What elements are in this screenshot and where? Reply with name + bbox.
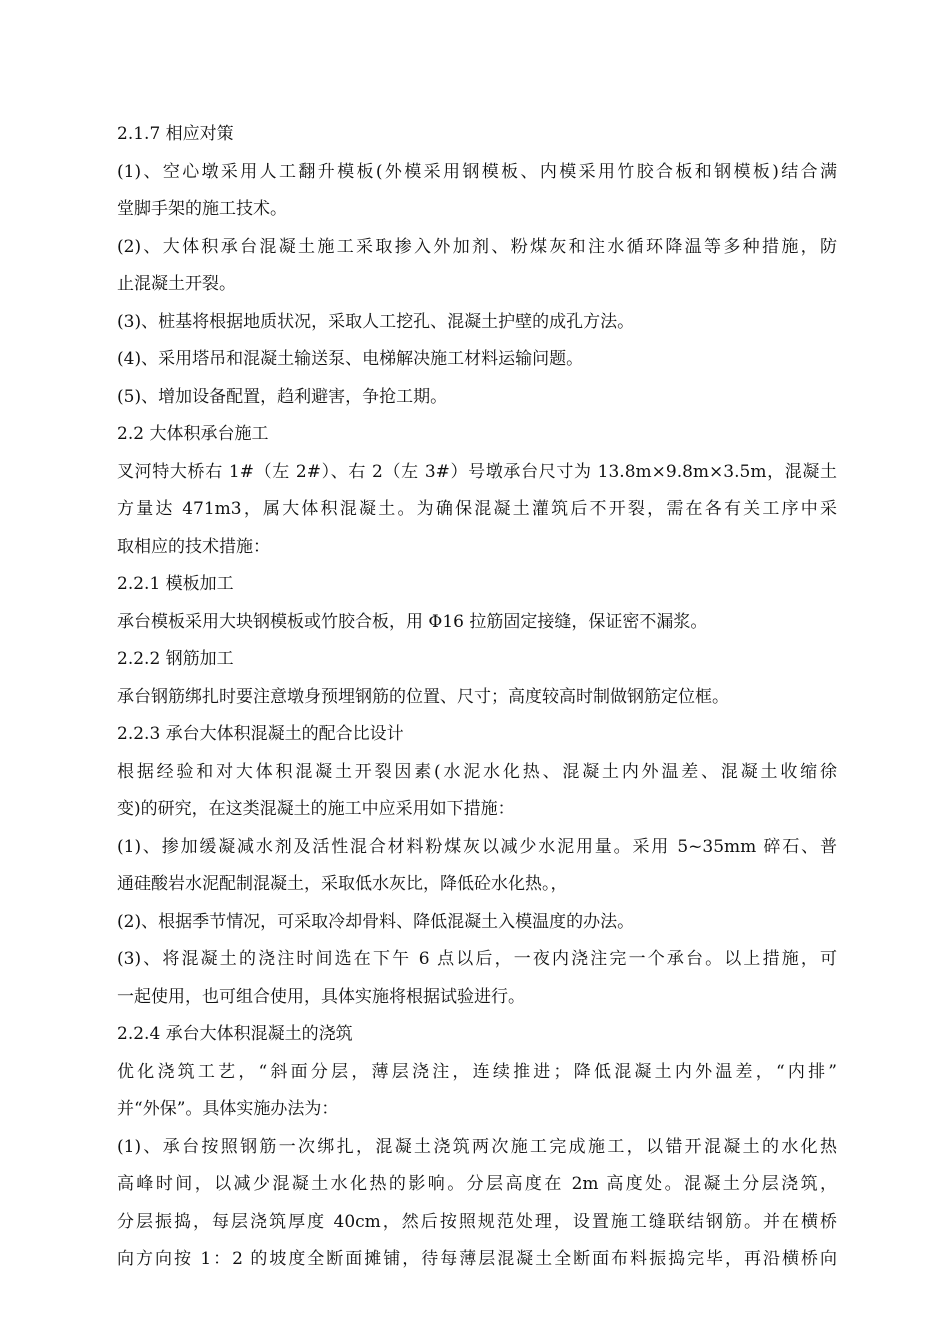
paragraph-line: (2)、根据季节情况，可采取冷却骨料、降低混凝土入模温度的办法。 [117,911,635,932]
section-heading: 2.2.3 承台大体积混凝土的配合比设计 [117,724,404,744]
paragraph-line: 方量达 471m3，属大体积混凝土。为确保混凝土灌筑后不开裂，需在各有关工序中采 [117,499,837,519]
paragraph-line: (1)、承台按照钢筋一次绑扎，混凝土浇筑两次施工完成施工，以错开混凝土的水化热 [117,1136,837,1157]
paragraph-line: (1)、空心墩采用人工翻升模板(外模采用钢模板、内模采用竹胶合板和钢模板)结合满 [117,161,837,182]
paragraph-line: 变)的研究，在这类混凝土的施工中应采用如下措施： [117,799,515,819]
section-heading: 2.2.2 钢筋加工 [117,649,234,669]
paragraph-line: 取相应的技术措施： [117,536,270,557]
section-heading: 2.2.1 模板加工 [117,574,234,594]
paragraph-line: 堂脚手架的施工技术。 [117,199,287,219]
paragraph-line: (5)、增加设备配置，趋利避害，争抢工期。 [117,386,448,407]
paragraph-line: 高峰时间，以减少混凝土水化热的影响。分层高度在 2m 高度处。混凝土分层浇筑， [117,1174,837,1194]
paragraph-line: 叉河特大桥右 1#（左 2#）、右 2（左 3#）号墩承台尺寸为 13.8m×9.8m×3.5m，混凝土 [117,461,837,482]
section-heading: 2.2.4 承台大体积混凝土的浇筑 [117,1024,353,1044]
paragraph-line: 并“外保”。具体实施办法为： [117,1099,339,1119]
paragraph-line: 止混凝土开裂。 [117,274,236,294]
paragraph-line: 通硅酸岩水泥配制混凝土，采取低水灰比，降低砼水化热。， [117,874,568,894]
paragraph-line: 一起使用，也可组合使用，具体实施将根据试验进行。 [117,986,525,1007]
paragraph-line: (1)、掺加缓凝减水剂及活性混合材料粉煤灰以减少水泥用量。采用 5~35mm 碎石、普 [117,836,837,857]
paragraph-line: (4)、采用塔吊和混凝土输送泵、电梯解决施工材料运输问题。 [117,349,584,369]
paragraph-line: 根据经验和对大体积混凝土开裂因素(水泥水化热、混凝土内外温差、混凝土收缩徐 [117,761,837,782]
paragraph-line: 承台钢筋绑扎时要注意墩身预埋钢筋的位置、尺寸；高度较高时制做钢筋定位框。 [117,686,729,707]
section-heading: 2.1.7 相应对策 [117,124,234,144]
paragraph-line: 承台模板采用大块钢模板或竹胶合板，用 Φ16 拉筋固定接缝，保证密不漏浆。 [117,611,708,632]
paragraph-line: 向方向按 1：2 的坡度全断面摊铺，待每薄层混凝土全断面布料振捣完毕，再沿横桥向 [117,1249,837,1269]
section-heading: 2.2 大体积承台施工 [117,424,269,444]
paragraph-line: (2)、大体积承台混凝土施工采取掺入外加剂、粉煤灰和注水循环降温等多种措施，防 [117,236,837,257]
paragraph-line: (3)、将混凝土的浇注时间选在下午 6 点以后，一夜内浇注完一个承台。以上措施，可 [117,949,837,969]
document-body [117,116,837,1279]
paragraph-line: 优化浇筑工艺，“斜面分层，薄层浇注，连续推进；降低混凝土内外温差，“内排” [117,1061,837,1082]
paragraph-line: (3)、桩基将根据地质状况，采取人工挖孔、混凝土护壁的成孔方法。 [117,311,635,332]
paragraph-line: 分层振捣，每层浇筑厚度 40cm，然后按照规范处理，设置施工缝联结钢筋。并在横桥 [117,1211,837,1232]
